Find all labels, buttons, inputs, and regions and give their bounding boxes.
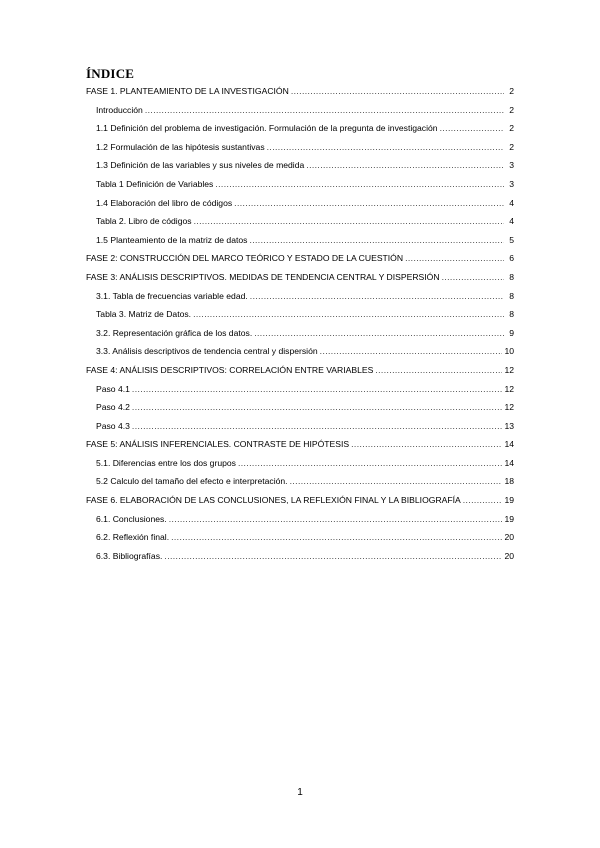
toc-entry[interactable] [86,82,516,101]
toc-entry-label: Paso 4.2 [96,402,130,413]
toc-entry-page: 14 [504,439,514,450]
toc-entry[interactable] [86,175,516,194]
toc-entry-label: 1.5 Planteamiento de la matriz de datos [96,234,248,245]
toc-entry-label: Tabla 2. Libro de códigos [96,216,192,227]
toc-entry[interactable] [86,380,516,399]
toc-entry[interactable] [86,324,516,343]
toc-entry-label: FASE 3: ANÁLISIS DESCRIPTIVOS. MEDIDAS DE TENDENCIA CENTRAL Y DISPERSIÓN [86,271,440,282]
toc-entry[interactable] [86,212,516,231]
toc-entry[interactable] [86,231,516,250]
table-of-contents [86,82,516,565]
toc-entry[interactable] [86,156,516,175]
toc-entry-page: 4 [509,216,514,227]
toc-entry-page: 8 [509,271,514,282]
toc-entry-page: 2 [509,104,514,115]
dot-leader [132,398,503,417]
dot-leader [169,510,503,529]
dot-leader [145,101,504,120]
toc-entry-label: 3.1. Tabla de frecuencias variable edad. [96,290,248,301]
toc-entry-page: 12 [504,364,514,375]
toc-entry-label: FASE 5: ANÁLISIS INFERENCIALES. CONTRASTE DE HIPÓTESIS [86,439,350,450]
dot-leader [249,231,504,250]
toc-entry-label: Paso 4.3 [96,420,130,431]
toc-entry-label: 1.4 Elaboración del libro de códigos [96,197,233,208]
toc-entry-label: 6.1. Conclusiones. [96,513,167,524]
toc-entry-page: 13 [504,420,514,431]
toc-entry[interactable] [86,138,516,157]
dot-leader [193,305,504,324]
dot-leader [164,547,502,566]
toc-entry-page: 14 [504,457,514,468]
dot-leader [320,342,503,361]
toc-entry-label: Tabla 1 Definición de Variables [96,178,214,189]
toc-entry-page: 12 [504,383,514,394]
toc-entry-page: 5 [509,234,514,245]
toc-entry-page: 20 [504,550,514,561]
toc-entry-page: 6 [509,253,514,264]
toc-entry[interactable] [86,194,516,213]
toc-entry-label: 5.1. Diferencias entre los dos grupos [96,457,236,468]
toc-entry-label: 1.1 Definición del problema de investigación. Formulación de la pregunta de investigación [96,123,438,134]
toc-entry-page: 8 [509,290,514,301]
toc-entry-label: Introducción [96,104,143,115]
dot-leader [132,417,503,436]
toc-entry-page: 2 [509,141,514,152]
toc-entry-page: 12 [504,402,514,413]
dot-leader [442,268,504,287]
dot-leader [171,528,502,547]
dot-leader [291,82,504,101]
toc-entry-label: FASE 2: CONSTRUCCIÓN DEL MARCO TEÓRICO Y ESTADO DE LA CUESTIÓN [86,253,404,264]
dot-leader [267,138,504,157]
dot-leader [250,287,504,306]
toc-entry-label: Tabla 3. Matriz de Datos. [96,309,192,320]
toc-entry[interactable] [86,491,516,510]
toc-entry-page: 8 [509,309,514,320]
toc-entry-label: 3.3. Análisis descriptivos de tendencia central y dispersión [96,346,318,357]
dot-leader [254,324,504,343]
dot-leader [440,119,504,138]
toc-entry[interactable] [86,268,516,287]
toc-entry-label: 6.2. Reflexión final. [96,532,170,543]
toc-entry[interactable] [86,547,516,566]
toc-entry[interactable] [86,361,516,380]
dot-leader [234,194,504,213]
page-number: 1 [297,787,303,798]
toc-entry-page: 3 [509,178,514,189]
toc-entry-label: FASE 4: ANÁLISIS DESCRIPTIVOS: CORRELACIÓN ENTRE VARIABLES [86,364,374,375]
dot-leader [194,212,504,231]
toc-entry-label: FASE 1. PLANTEAMIENTO DE LA INVESTIGACIÓN [86,86,289,96]
toc-entry-page: 9 [509,327,514,338]
toc-entry[interactable] [86,101,516,120]
toc-entry[interactable] [86,398,516,417]
dot-leader [405,249,504,268]
toc-entry-label: 1.3 Definición de las variables y sus niveles de medida [96,160,305,171]
toc-entry[interactable] [86,249,516,268]
toc-entry-label: Paso 4.1 [96,383,130,394]
dot-leader [375,361,502,380]
toc-entry-page: 3 [509,160,514,171]
toc-entry-page: 19 [504,495,514,506]
toc-entry-page: 20 [504,532,514,543]
dot-leader [463,491,503,510]
toc-entry-label: 5.2 Calculo del tamaño del efecto e interpretación. [96,476,288,487]
toc-entry-label: FASE 6. ELABORACIÓN DE LAS CONCLUSIONES, LA REFLEXIÓN FINAL Y LA BIBLIOGRAFÍA [86,495,461,506]
toc-entry-page: 4 [509,197,514,208]
dot-leader [132,380,503,399]
toc-entry[interactable] [86,305,516,324]
toc-title: ÍNDICE [86,66,135,81]
toc-entry-page: 18 [504,476,514,487]
toc-entry-label: 3.2. Representación gráfica de los datos. [96,327,253,338]
dot-leader [306,156,504,175]
dot-leader [215,175,504,194]
toc-entry[interactable] [86,119,516,138]
toc-entry-label: 6.3. Bibliografías. [96,550,163,561]
dot-leader [351,435,502,454]
toc-entry[interactable] [86,417,516,436]
dot-leader [290,472,503,491]
dot-leader [238,454,502,473]
toc-entry[interactable] [86,454,516,473]
toc-entry-page: 10 [504,346,514,357]
toc-entry[interactable] [86,435,516,454]
toc-entry[interactable] [86,528,516,547]
toc-entry[interactable] [86,287,516,306]
toc-entry-page: 19 [504,513,514,524]
toc-entry[interactable] [86,472,516,491]
toc-entry-page: 2 [509,86,514,96]
toc-entry[interactable] [86,342,516,361]
toc-entry-label: 1.2 Formulación de las hipótesis sustantivas [96,141,265,152]
toc-entry-page: 2 [509,123,514,134]
toc-entry[interactable] [86,510,516,529]
